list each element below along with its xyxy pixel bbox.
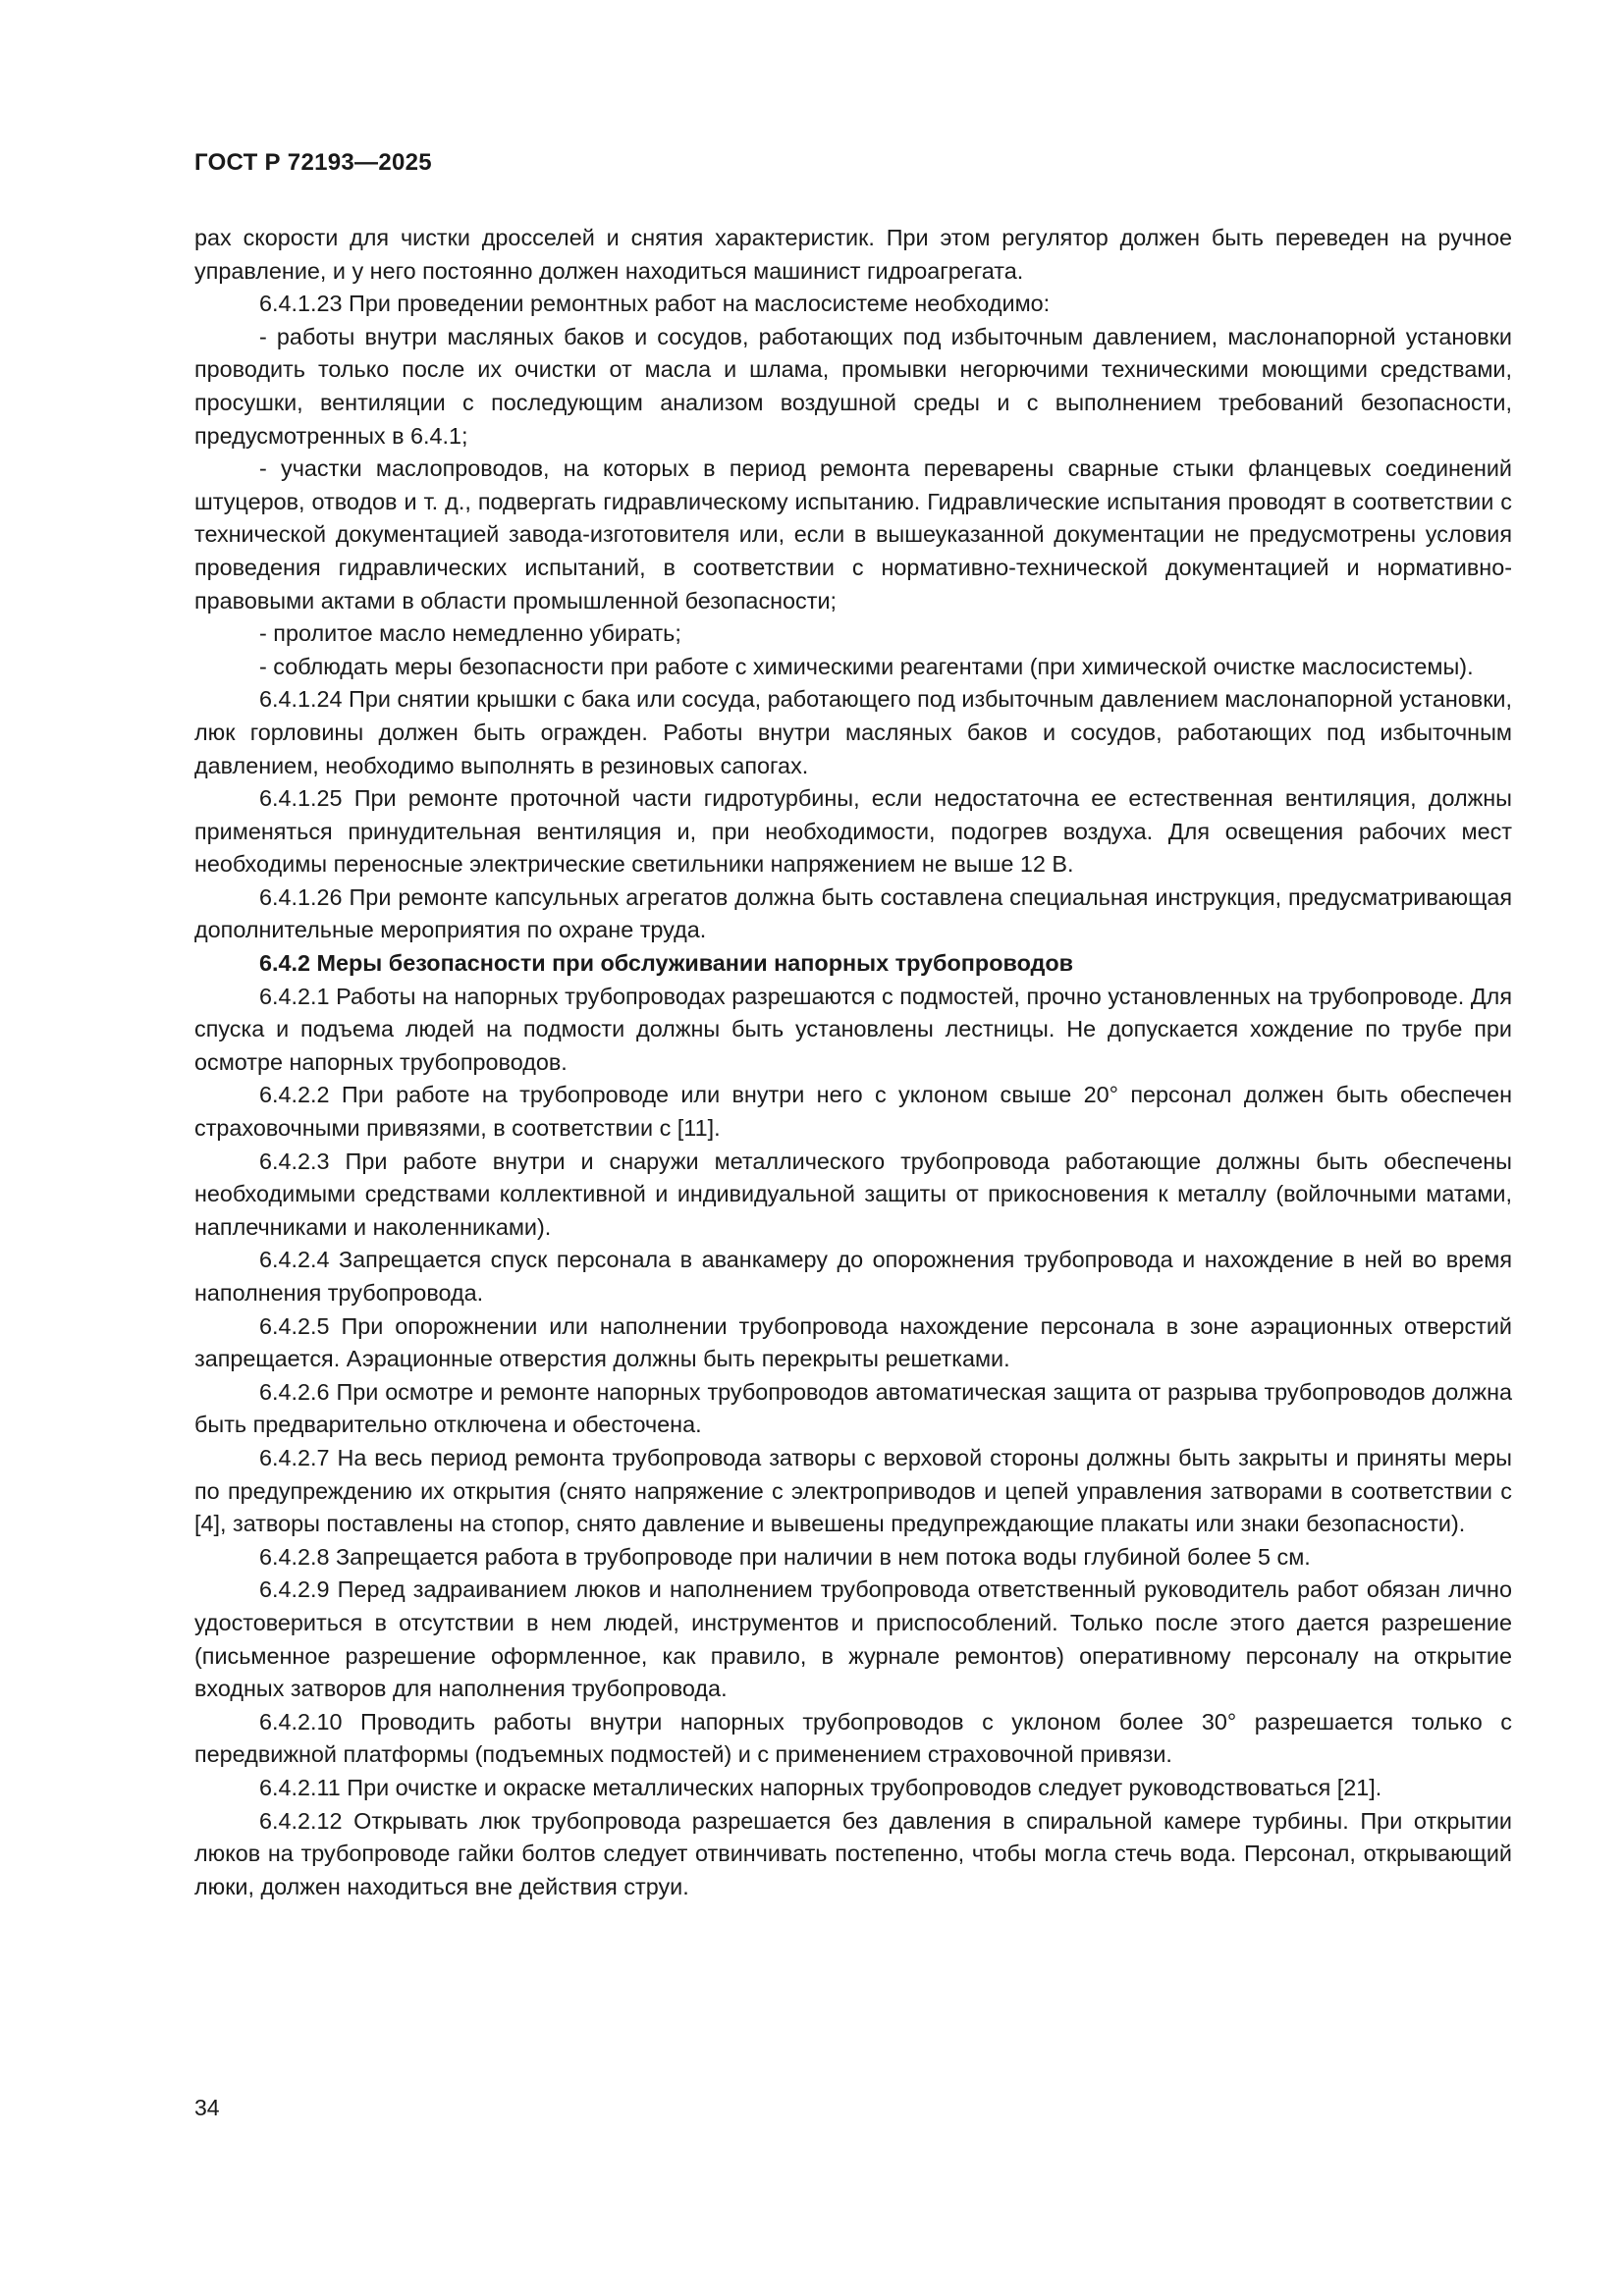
- paragraph: - пролитое масло немедленно убирать;: [259, 620, 681, 647]
- paragraph: 6.4.2.4 Запрещается спуск персонала в аванкамеру до опорожнения трубопровода и нахождение в ней во время наполнения трубопровода.: [194, 1247, 1512, 1306]
- paragraph: 6.4.2.2 При работе на трубопроводе или внутри него с уклоном свыше 20° персонал должен быть обеспечен страховочными привязями, в соответствии с [11].: [194, 1082, 1512, 1142]
- paragraph: 6.4.2.8 Запрещается работа в трубопроводе при наличии в нем потока воды глубиной более 5 см.: [259, 1543, 1311, 1570]
- document-body: [194, 222, 1512, 1903]
- paragraph: - участки маслопроводов, на которых в период ремонта переварены сварные стыки фланцевых соединений штуцеров, отводов и т. д., подвергать гидравлическому испытанию. Гидравлические испытания проводят в соответствии с технической документацией завода-изготовителя или, если в вышеуказанной документации не предусмотрены условия проведения гидравлических испытаний, в соответствии с нормативно-технической документацией и нормативно-правовыми актами в области промышленной безопасности;: [194, 455, 1512, 614]
- section-heading: 6.4.2 Меры безопасности при обслуживании напорных трубопроводов: [259, 950, 1074, 977]
- page-number: 34: [194, 2095, 220, 2120]
- paragraph: 6.4.1.24 При снятии крышки с бака или сосуда, работающего под избыточным давлением маслонапорной установки, люк горловины должен быть огражден. Работы внутри масляных баков и сосудов, работающих под избыточным давлением, необходимо выполнять в резиновых сапогах.: [194, 686, 1512, 778]
- paragraph: 6.4.2.12 Открывать люк трубопровода разрешается без давления в спиральной камере турбины. При открытии люков на трубопроводе гайки болтов следует отвинчивать постепенно, чтобы могла стечь вода. Персонал, открывающий люки, должен находиться вне действия струи.: [194, 1807, 1512, 1899]
- paragraph: 6.4.2.7 На весь период ремонта трубопровода затворы с верховой стороны должны быть закрыты и приняты меры по предупреждению их открытия (снято напряжение с электроприводов и цепей управления затворами в соответствии с [4], затворы поставлены на стопор, снято давление и вывешены предупреждающие плакаты или знаки безопасности).: [194, 1444, 1512, 1537]
- paragraph: рах скорости для чистки дросселей и снятия характеристик. При этом регулятор должен быть переведен на ручное управление, и у него постоянно должен находиться машинист гидроагрегата.: [194, 225, 1512, 284]
- paragraph: 6.4.1.26 При ремонте капсульных агрегатов должна быть составлена специальная инструкция, предусматривающая дополнительные мероприятия по охране труда.: [194, 883, 1512, 943]
- paragraph: 6.4.2.11 При очистке и окраске металлических напорных трубопроводов следует руководствоваться [21].: [259, 1774, 1382, 1800]
- paragraph: 6.4.2.10 Проводить работы внутри напорных трубопроводов с уклоном более 30° разрешается только с передвижной платформы (подъемных подмостей) и с применением страховочной привязи.: [194, 1708, 1512, 1768]
- paragraph: 6.4.2.5 При опорожнении или наполнении трубопровода нахождение персонала в зоне аэрационных отверстий запрещается. Аэрационные отверстия должны быть перекрыты решетками.: [194, 1312, 1512, 1372]
- paragraph: 6.4.1.25 При ремонте проточной части гидротурбины, если недостаточна ее естественная вентиляция, должны применяться принудительная вентиляция и, при необходимости, подогрев воздуха. Для освещения рабочих мест необходимы переносные электрические светильники напряжением не выше 12 В.: [194, 785, 1512, 878]
- paragraph: - соблюдать меры безопасности при работе с химическими реагентами (при химической очистке маслосистемы).: [259, 653, 1474, 679]
- paragraph: 6.4.2.6 При осмотре и ремонте напорных трубопроводов автоматическая защита от разрыва трубопроводов должна быть предварительно отключена и обесточена.: [194, 1378, 1512, 1438]
- paragraph: - работы внутри масляных баков и сосудов, работающих под избыточным давлением, маслонапорной установки проводить только после их очистки от масла и шлама, промывки негорючими техническими моющими средствами, просушки, вентиляции с последующим анализом воздушной среды и с выполнением требований безопасности, предусмотренных в 6.4.1;: [194, 323, 1512, 449]
- paragraph: 6.4.2.1 Работы на напорных трубопроводах разрешаются с подмостей, прочно установленных на трубопроводе. Для спуска и подъема людей на подмости должны быть установлены лестницы. Не допускается хождение по трубе при осмотре напорных трубопроводов.: [194, 983, 1512, 1075]
- paragraph: 6.4.2.9 Перед задраиванием люков и наполнением трубопровода ответственный руководитель работ обязан лично удостовериться в отсутствии в нем людей, инструментов и приспособлений. Только после этого дается разрешение (письменное разрешение оформленное, как правило, в журнале ремонтов) оперативному персоналу на открытие входных затворов для наполнения трубопровода.: [194, 1576, 1512, 1702]
- paragraph: 6.4.1.23 При проведении ремонтных работ на маслосистеме необходимо:: [259, 291, 1051, 317]
- paragraph: 6.4.2.3 При работе внутри и снаружи металлического трубопровода работающие должны быть обеспечены необходимыми средствами коллективной и индивидуальной защиты от прикосновения к металлу (войлочными матами, наплечниками и наколенниками).: [194, 1148, 1512, 1240]
- document-header: ГОСТ Р 72193—2025: [194, 149, 432, 176]
